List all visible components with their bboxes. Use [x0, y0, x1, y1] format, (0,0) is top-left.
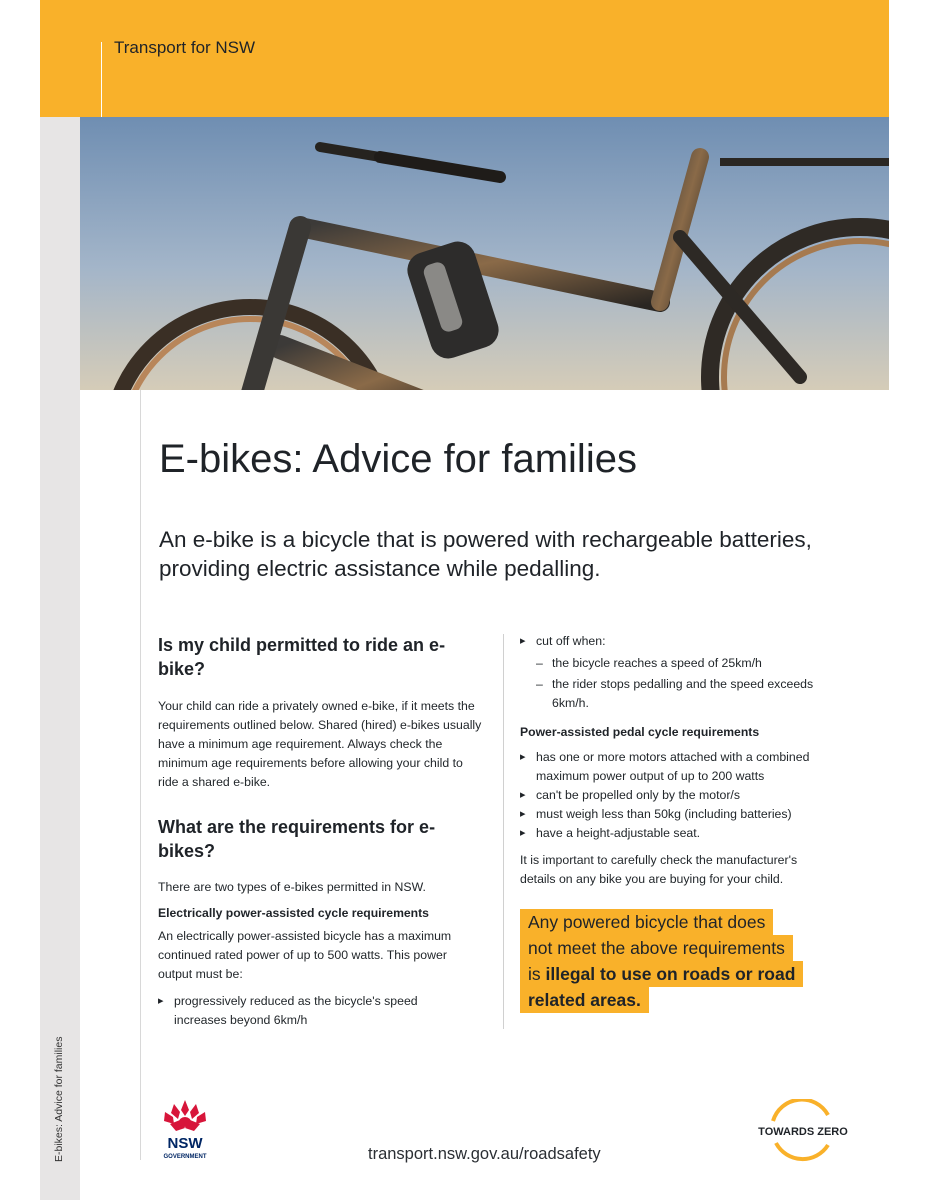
section2-intro: There are two types of e-bikes permitted in NSW.: [158, 880, 426, 894]
list-item: ▸ progressively reduced as the bicycle's speed increases beyond 6km/h: [158, 992, 468, 1030]
sidebar-label: E-bikes: Advice for families: [53, 1036, 65, 1162]
section2-heading: What are the requirements for e-bikes?: [158, 817, 436, 861]
sub2-heading: Power-assisted pedal cycle requirements: [520, 725, 760, 739]
list-item: ▸ has one or more motors attached with a combined maximum power output of up to 200 watts: [520, 748, 835, 786]
list-item: ▸ have a height-adjustable seat.: [520, 824, 835, 843]
list-item: – the bicycle reaches a speed of 25km/h: [520, 654, 845, 673]
list-item: ▸ cut off when:: [520, 632, 850, 651]
section1-heading: Is my child permitted to ride an e-bike?: [158, 635, 446, 679]
sub1-body: An electrically power-assisted bicycle has a maximum continued rated power of up to 500 watts. This power output must be:: [158, 929, 452, 981]
callout-line-4-bold: related areas.: [528, 990, 641, 1010]
towards-zero-icon: [748, 1099, 858, 1163]
towards-zero-logo: [748, 1099, 858, 1163]
org-name: Transport for NSW: [114, 38, 256, 57]
callout-line-3-plain: is: [528, 964, 546, 984]
sub2-bullets: [520, 748, 835, 843]
left-column: [158, 633, 488, 1030]
callout-line-2: not meet the above requirements: [520, 935, 793, 961]
callout-box: [520, 909, 820, 1013]
e-bike-photo: [80, 117, 889, 390]
nsw-logo-subtext: GOVERNMENT: [163, 1154, 207, 1160]
list-item: ▸ must weigh less than 50kg (including batteries): [520, 805, 835, 824]
sub1-bullets-cont: [520, 632, 850, 651]
page-title: E-bikes: Advice for families: [159, 437, 637, 481]
callout-line-3: [520, 961, 803, 987]
cutoff-list: [520, 654, 845, 713]
footer-url[interactable]: transport.nsw.gov.au/roadsafety: [368, 1145, 601, 1163]
sub1-bullets: [158, 992, 468, 1030]
header-divider: [101, 42, 102, 117]
lead-paragraph: An e-bike is a bicycle that is powered with rechargeable batteries, providing electric assistance while pedalling.: [159, 527, 812, 581]
callout-line-3-bold: illegal to use on roads or road: [545, 964, 796, 984]
hero-image: [80, 117, 889, 390]
closing-paragraph: It is important to carefully check the manufacturer's details on any bike you are buying for your child.: [520, 853, 798, 886]
section1-body: Your child can ride a privately owned e-bike, if it meets the requirements outlined below. Shared (hired) e-bikes usually have a minimum age requirement. Always check the minimum age requirements before allowing your child to ride a shared e-bike.: [158, 699, 482, 789]
column-divider: [503, 634, 504, 1029]
sub1-heading: Electrically power-assisted cycle requirements: [158, 906, 429, 920]
tz-logo-text: TOWARDS ZERO: [758, 1126, 848, 1138]
callout-line-4: [520, 987, 649, 1013]
list-item: ▸ can't be propelled only by the motor/s: [520, 786, 835, 805]
right-column: [520, 632, 850, 889]
callout-line-1: Any powered bicycle that does: [520, 909, 773, 935]
waratah-icon: [156, 1098, 214, 1162]
list-item: – the rider stops pedalling and the speed exceeds 6km/h.: [520, 675, 845, 713]
header-bar: [40, 0, 889, 117]
nsw-logo-text: NSW: [167, 1135, 203, 1152]
nsw-government-logo: [156, 1098, 214, 1162]
left-rule: [140, 390, 141, 1160]
